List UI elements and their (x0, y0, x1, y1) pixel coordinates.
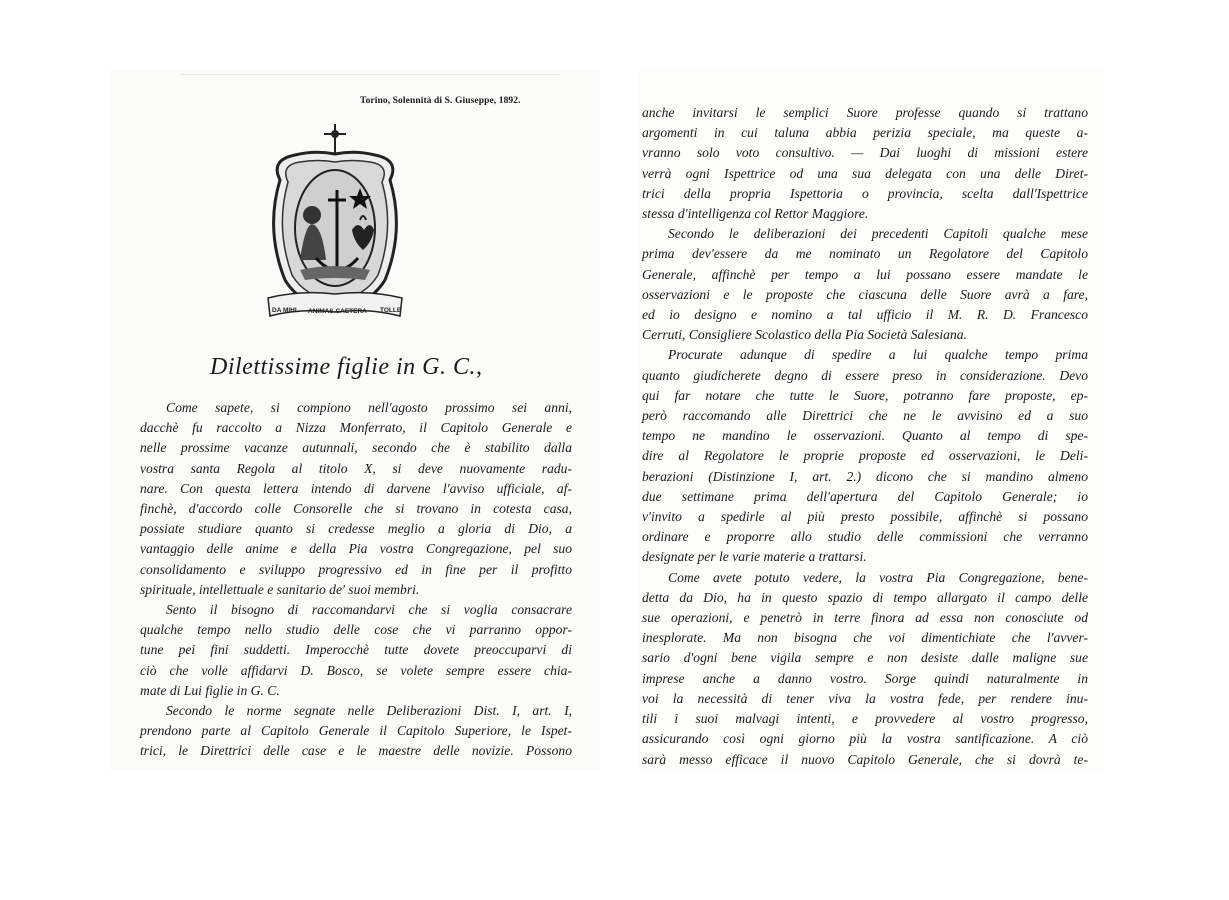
motto-right: TOLLE (380, 307, 402, 314)
text-line: voi la necessità di tener viva la vostra fede, per rendere inu- (642, 690, 1088, 706)
salesian-coat-of-arms-icon (260, 120, 410, 325)
text-line: ordinare e proporre allo studio delle commissioni che verranno (642, 529, 1088, 545)
paragraph (642, 345, 1088, 567)
motto-left: DA MIHI (272, 307, 297, 314)
text-line: trici, le Direttrici delle case e le maestre delle novizie. Possono (140, 743, 572, 759)
text-line: vantaggio delle anime e della Pia vostra Congregazione, pel suo (140, 541, 572, 557)
text-line: quanto giudicherete degno di essere preso in considerazione. Devo (642, 367, 1088, 383)
left-body-text (140, 398, 572, 762)
text-line: designate per le varie materie a trattarsi. (642, 549, 867, 565)
text-line: Come sapete, si compiono nell'agosto prossimo sei anni, (166, 400, 572, 415)
text-line: berazioni (Distinzione I, art. 2.) dicono che si mandino almeno (642, 468, 1088, 484)
text-line: però raccomando alle Direttrici che ne le avvisino ed a suo (642, 408, 1088, 424)
text-line: v'invito a spedirle al più presto possibile, affinchè si possano (642, 509, 1088, 525)
right-page (638, 70, 1104, 770)
text-line: prendono parte al Capitolo Generale il Capitolo Superiore, le Ispet- (140, 723, 572, 739)
text-line: Sento il bisogno di raccomandarvi che si voglia consacrare (166, 602, 572, 618)
text-line: Secondo le norme segnate nelle Deliberazioni Dist. I, art. I, (166, 703, 572, 719)
left-page (110, 70, 600, 770)
text-line: vranno solo voto consultivo. — Dai luoghi di missioni estere (642, 145, 1088, 161)
text-line: finchè, d'accordo colle Consorelle che si trovano in cotesta casa, (140, 501, 572, 517)
text-line: nelle prossime vacanze autunnali, secondo che è stabilito dalla (140, 440, 572, 456)
text-line: argomenti in cui taluna abbia perizia speciale, ma queste a- (642, 125, 1088, 141)
text-line: qualche tempo nello studio delle cose che vi parranno oppor- (140, 622, 572, 638)
text-line: ciò che volle affidarvi D. Bosco, se volete sempre essere chia- (140, 662, 572, 678)
text-line: qui far notare che tutte le Suore, potranno fare proposte, ep- (642, 387, 1088, 403)
text-line: Secondo le deliberazioni dei precedenti Capitoli qualche mese (668, 226, 1088, 242)
paragraph (140, 600, 572, 701)
paragraph (642, 224, 1088, 345)
text-line: detta da Dio, ha in questo spazio di tempo allargato il campo delle (642, 589, 1088, 605)
dateline: Torino, Solennità di S. Giuseppe, 1892. (360, 96, 521, 106)
paragraph (642, 568, 1088, 770)
text-line: anche invitarsi le semplici Suore professe quando si trattano (642, 105, 1088, 120)
text-line: due settimane prima dell'apertura del Capitolo Generale; io (642, 488, 1088, 504)
text-line: osservazioni e le proposte che ciascuna delle Suore avrà a fare, (642, 286, 1088, 302)
text-line: dire al Regolatore le proprie proposte ed osservazioni, le Deli- (642, 448, 1088, 464)
text-line: sario d'ogni bene vigila sempre e non desiste dalle maligne sue (642, 650, 1088, 666)
text-line: tili i suoi malvagi intenti, e provvedere al vostro progresso, (642, 711, 1088, 727)
text-line: Generale, affinchè per tempo a lui possano essere mandate le (642, 266, 1088, 282)
paragraph (642, 103, 1088, 224)
text-line: imprese anche a danno vostro. Sorge quindi naturalmente in (642, 670, 1088, 686)
text-line: verrà ogni Ispettrice od una sua delegata con una delle Diret- (642, 165, 1088, 181)
text-line: sue operazioni, e penetrò in terre finora ad essa non conosciute od (642, 610, 1088, 626)
text-line: possiate studiare quanto si credesse meglio a gloria di Dio, a (140, 521, 572, 537)
text-line: tune pei fini suddetti. Imperocchè tutte dovete preoccuparvi di (140, 642, 572, 658)
text-line: vostra santa Regola al titolo X, si deve nuovamente radu- (140, 460, 572, 476)
right-body-text (642, 103, 1088, 770)
salutation: Dilettissime figlie in G. C., (210, 354, 483, 380)
text-line: ed io designo e nomino a tal ufficio il M. R. D. Francesco (642, 307, 1088, 323)
text-line: sarà messo efficace il nuovo Capitolo Generale, che si dovrà te- (642, 751, 1088, 767)
text-line: Cerruti, Consigliere Scolastico della Pia Società Salesiana. (642, 327, 967, 343)
text-line: spirituale, intellettuale e sanitario de' suoi membri. (140, 581, 420, 597)
text-line: Procurate adunque di spedire a lui qualche tempo prima (668, 347, 1088, 363)
text-line: assicurando così ogni giorno più la vostra santificazione. A ciò (642, 731, 1088, 747)
text-line: Come avete potuto vedere, la vostra Pia Congregazione, bene- (668, 569, 1088, 585)
text-line: prima dev'essere da me nominato un Regolatore del Capitolo (642, 246, 1088, 262)
text-line: trici della propria Ispettoria o provincia, scelta dall'Ispettrice (642, 185, 1088, 201)
top-rule (180, 74, 560, 75)
text-line: consolidamento e sviluppo progressivo ed in fine per il profitto (140, 561, 572, 577)
text-line: mate di Lui figlie in G. C. (140, 682, 280, 698)
text-line: tempo ne mandino le osservazioni. Quanto al tempo di spe- (642, 428, 1088, 444)
text-line: dacchè fu raccolto a Nizza Monferrato, il Capitolo Generale e (140, 420, 572, 436)
text-line: nare. Con questa lettera intendo di darvene l'avviso ufficiale, af- (140, 480, 572, 496)
paragraph (140, 701, 572, 762)
motto-center: ANIMAS CAETERA (308, 308, 367, 315)
paragraph (140, 398, 572, 600)
text-line: stessa d'intelligenza col Rettor Maggiore. (642, 206, 869, 222)
text-line: inesplorate. Ma non bisogna che voi dimentichiate che l'avver- (642, 630, 1088, 646)
